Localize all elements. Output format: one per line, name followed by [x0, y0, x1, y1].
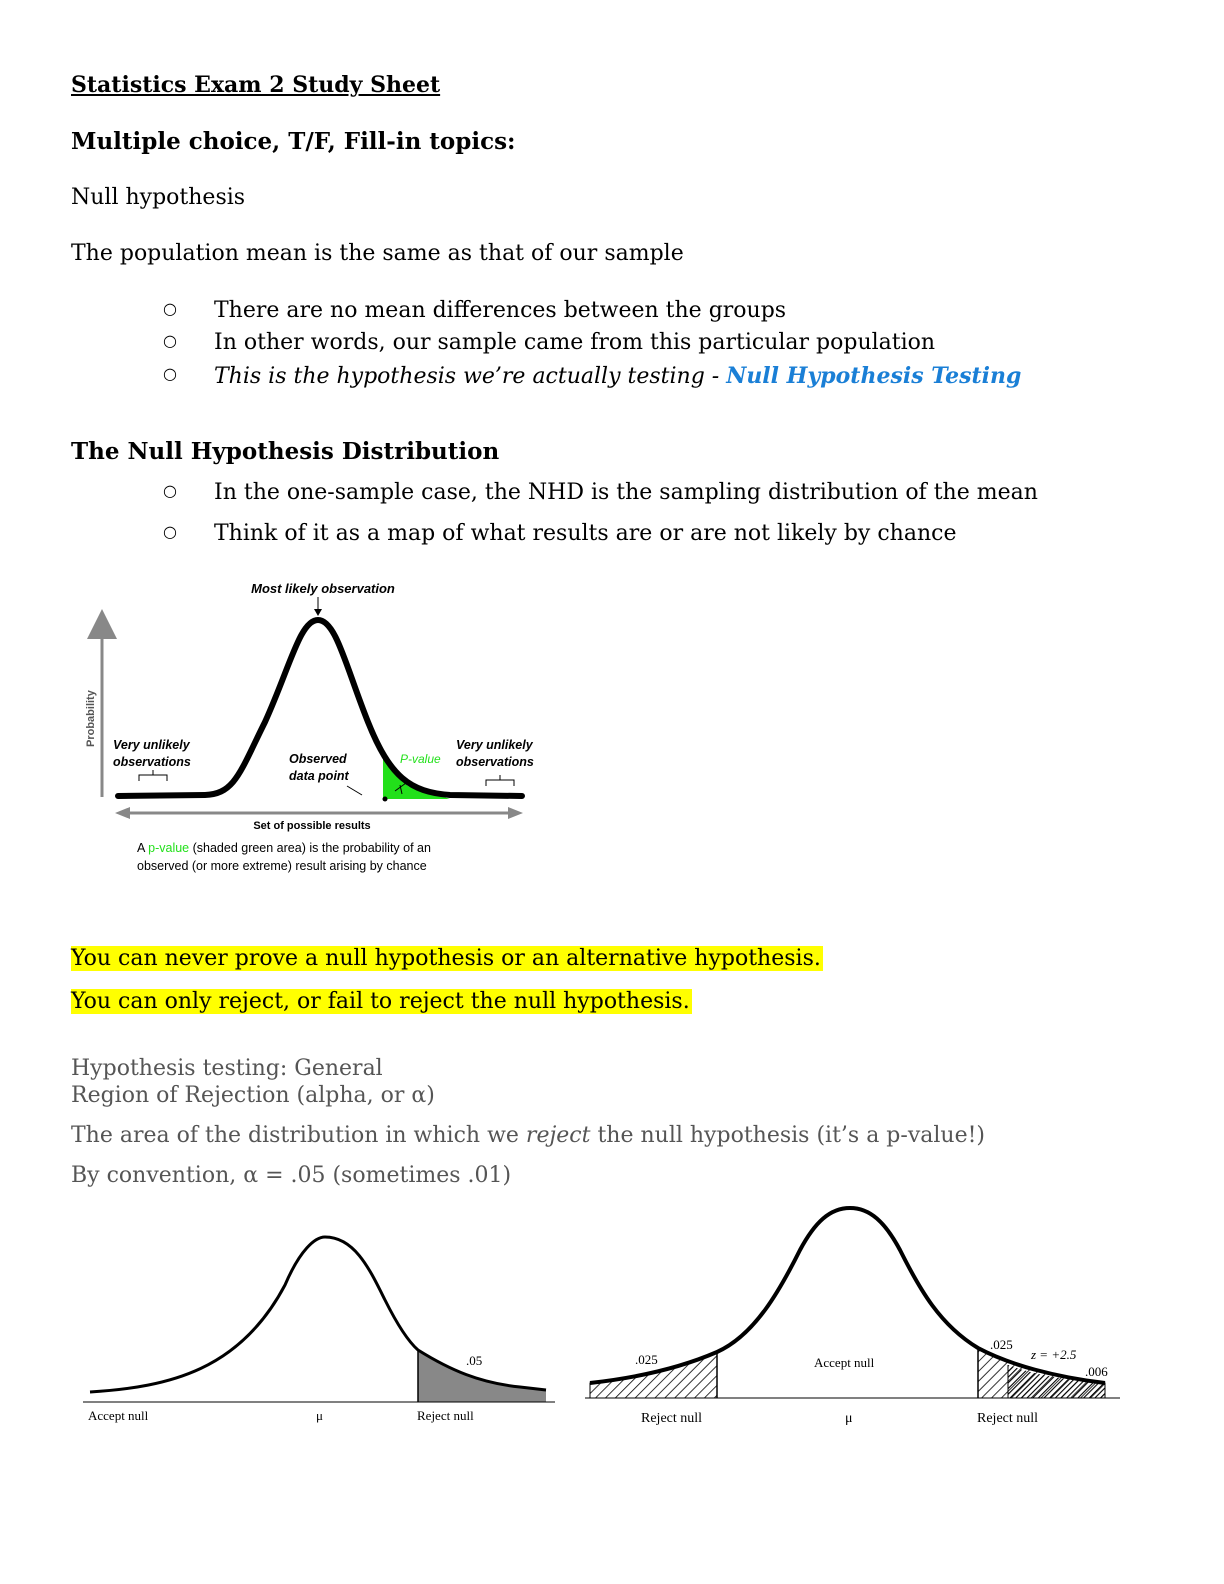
null-hypothesis-label: Null hypothesis [71, 185, 246, 210]
nhd-heading: The Null Hypothesis Distribution [71, 438, 500, 465]
null-hypothesis-definition: The population mean is the same as that of our sample [71, 241, 684, 266]
x-axis-label: Set of possible results [253, 820, 371, 832]
figure-caption: A p-value (shaded green area) is the probability of an [137, 841, 431, 855]
rejection-area-description: The area of the distribution in which we reject the null hypothesis (it’s a p-value!) [71, 1123, 986, 1148]
one-tailed-figure [80, 1225, 560, 1430]
mu-label: μ [316, 1408, 323, 1423]
top-label: Most likely observation [251, 581, 395, 596]
right-label: Very unlikely [456, 738, 533, 752]
bell-curve [90, 1237, 546, 1392]
two-tailed-figure [585, 1200, 1125, 1435]
bullet-marker: ○ [163, 481, 177, 500]
figure-caption: observed (or more extreme) result arising by chance [137, 859, 427, 873]
bullet-marker: ○ [163, 331, 177, 350]
y-axis-label: Probability [85, 690, 97, 747]
list-item-text: This is the hypothesis we’re actually testing - [214, 364, 727, 389]
list-item-text: Think of it as a map of what results are or are not likely by chance [214, 521, 957, 546]
tail-value: .05 [466, 1353, 483, 1368]
observed-point [383, 797, 388, 802]
accept-label: Accept null [814, 1355, 875, 1370]
null-hypothesis-testing-link[interactable]: Null Hypothesis Testing [726, 363, 1022, 389]
bullet-marker: ○ [163, 299, 177, 318]
nhd-figure [70, 572, 560, 882]
highlight-line-2: You can only reject, or fail to reject the null hypothesis. [71, 989, 690, 1014]
z-label: z = +2.5 [1031, 1347, 1077, 1362]
left-label: Very unlikely [113, 738, 190, 752]
right-label: observations [456, 755, 534, 769]
reject-label: Reject null [417, 1408, 474, 1423]
page-title: Statistics Exam 2 Study Sheet [71, 72, 441, 98]
region-of-rejection: Region of Rejection (alpha, or α) [71, 1083, 435, 1108]
pvalue-label: P-value [400, 752, 441, 766]
right-tail-value: .025 [990, 1337, 1013, 1352]
section-heading-topics: Multiple choice, T/F, Fill-in topics: [71, 128, 516, 155]
left-tail-value: .025 [635, 1352, 658, 1367]
mu-label: μ [845, 1411, 853, 1426]
accept-label: Accept null [88, 1408, 149, 1423]
list-item-text: In the one-sample case, the NHD is the sampling distribution of the mean [214, 480, 1038, 505]
observed-label: Observed [289, 752, 347, 766]
left-label: observations [113, 755, 191, 769]
alpha-convention: By convention, α = .05 (sometimes .01) [71, 1163, 512, 1188]
hypothesis-testing-heading: Hypothesis testing: General [71, 1056, 383, 1081]
observed-label: data point [289, 769, 349, 783]
list-item-text: In other words, our sample came from this particular population [214, 330, 936, 355]
reject-left-label: Reject null [641, 1411, 703, 1426]
bullet-marker: ○ [163, 522, 177, 541]
reject-right-label: Reject null [977, 1411, 1039, 1426]
extreme-tail-value: .006 [1085, 1364, 1108, 1379]
bullet-marker: ○ [163, 364, 177, 383]
list-item-text: There are no mean differences between the groups [214, 298, 787, 323]
highlight-line-1: You can never prove a null hypothesis or an alternative hypothesis. [71, 946, 821, 971]
